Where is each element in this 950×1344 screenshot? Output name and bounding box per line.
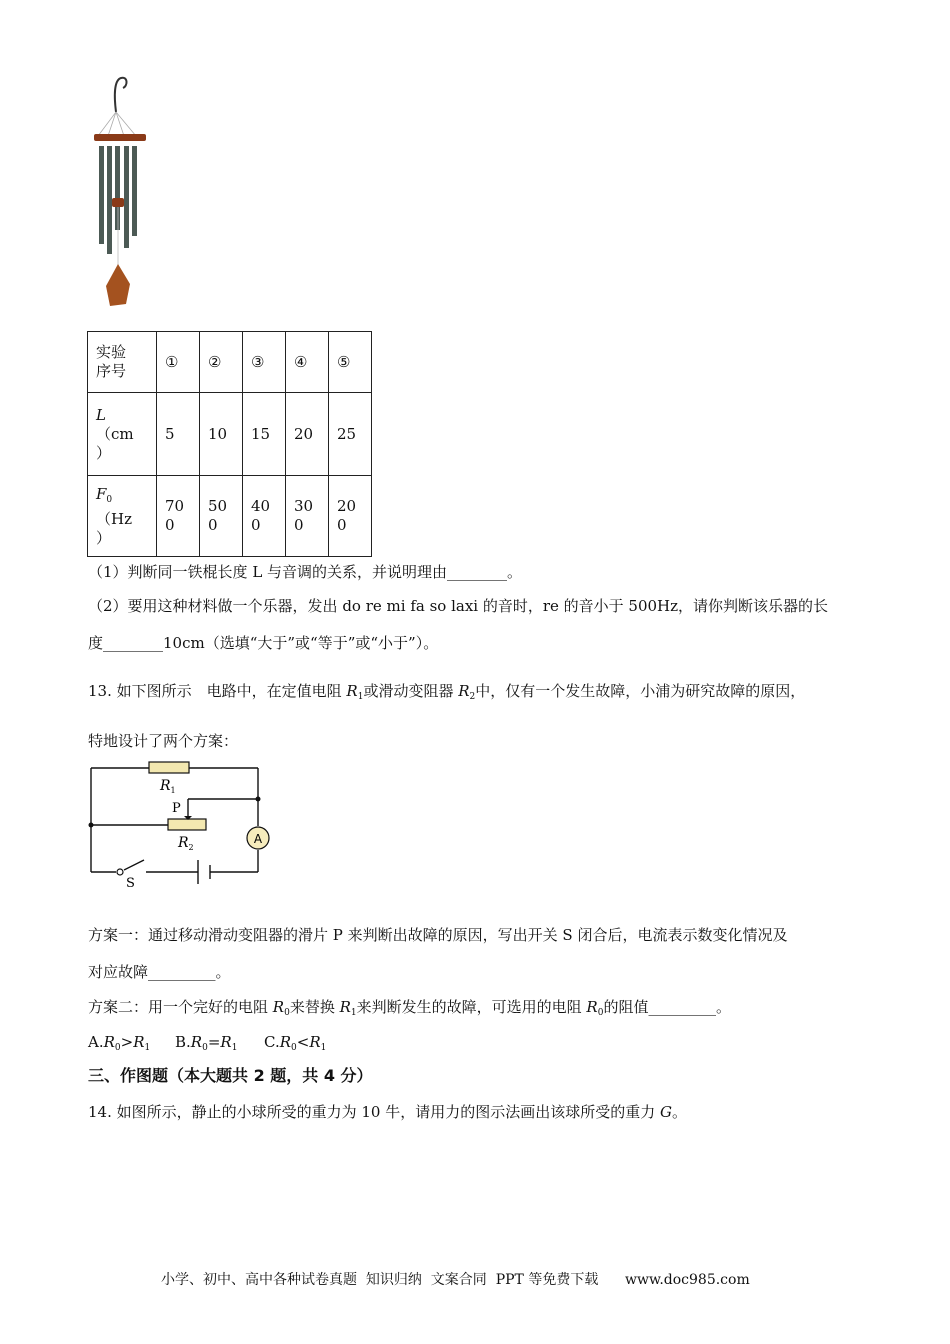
r1-subscript: 1 [170, 786, 176, 795]
switch-label: S [126, 876, 135, 890]
rheostat-r2 [168, 819, 206, 830]
wind-chime-image [88, 74, 148, 310]
page-footer: 小学、初中、高中各种试卷真题 知识归纳 文案合同 PPT 等免费下载 www.doc985.com [161, 1272, 750, 1288]
option-c: $C.R_0<R_1$ [264, 1033, 327, 1053]
slider-p-label: P [172, 801, 181, 816]
table-cell: ④ [286, 332, 329, 393]
svg-text:R1 [159, 778, 176, 795]
variable-label: L [96, 405, 106, 424]
variable-subscript: 0 [106, 494, 113, 505]
plan-1-line-2: 对应故障_________。 [88, 963, 231, 981]
r2-subscript: 2 [188, 843, 194, 852]
table-header-cell: 实验 序号 [88, 332, 157, 393]
table-cell: 5 [157, 393, 200, 476]
table-cell: 25 [329, 393, 372, 476]
circuit-diagram [86, 760, 276, 890]
table-cell: 40 0 [243, 476, 286, 557]
question-12-part-2-line-2: 度________10cm（选填“大于”或“等于”或“小于”）。 [88, 634, 439, 652]
data-table [87, 331, 372, 557]
plan-1-line-1: 方案一：通过移动滑动变阻器的滑片 P 来判断出故障的原因，写出开关 S 闭合后，电流表示数变化情况及 [88, 926, 788, 944]
unit-label: （Hz [96, 509, 132, 528]
question-12-part-1: （1）判断同一铁棍长度 L 与音调的关系，并说明理由________。 [88, 563, 523, 581]
table-cell: 10 [200, 393, 243, 476]
option-a: $A.R_0>R_1$ [88, 1033, 151, 1053]
table-cell: 15 [243, 393, 286, 476]
ammeter-label: A [253, 832, 263, 846]
question-13-line-2: 特地设计了两个方案： [88, 732, 239, 750]
table-cell: ⑤ [329, 332, 372, 393]
table-cell: 30 0 [286, 476, 329, 557]
table-cell: 20 [286, 393, 329, 476]
r1-label: R [160, 778, 171, 794]
unit-label: （cm [96, 424, 134, 443]
table-cell: 50 0 [200, 476, 243, 557]
table-cell: ① [157, 332, 200, 393]
table-row [88, 332, 372, 393]
table-cell: 70 0 [157, 476, 200, 557]
variable-label: F [96, 484, 107, 503]
question-14: 14. 如图所示，静止的小球所受的重力为 10 牛，请用力的图示法画出该球所受的重力 G。 [88, 1103, 688, 1121]
unit-label-close: ） [96, 528, 112, 547]
unit-label-close: ） [96, 443, 112, 462]
question-13-line-1: 13. 如下图所示 电路中，在定值电阻 $R_1$或滑动变阻器 $R_2$中，仅有一个发生故障，小浦为研究故障的原因， [88, 682, 806, 702]
table-cell: 20 0 [329, 476, 372, 557]
question-12-part-2-line-1: （2）要用这种材料做一个乐器，发出 do re mi fa so laxi 的音时，re 的音小于 500Hz，请你判断该乐器的长 [88, 597, 829, 615]
table-header-cell [88, 393, 157, 476]
table-header-cell [88, 476, 157, 557]
table-cell: ② [200, 332, 243, 393]
plan-2: 方案二：用一个完好的电阻 $R_0$来替换 $R_1$来判断发生的故障，可选用的电阻 $R_0$的阻值_________。 [88, 998, 731, 1018]
table-row [88, 393, 372, 476]
r2-label: R [178, 835, 189, 851]
table-row [88, 476, 372, 557]
table-cell: ③ [243, 332, 286, 393]
section-3-heading: 三、作图题（本大题共 2 题，共 4 分） [88, 1066, 373, 1085]
svg-text:R2 [177, 835, 194, 852]
option-b: $B.R_0=R_1$ [175, 1033, 238, 1053]
resistor-r1 [149, 762, 189, 773]
